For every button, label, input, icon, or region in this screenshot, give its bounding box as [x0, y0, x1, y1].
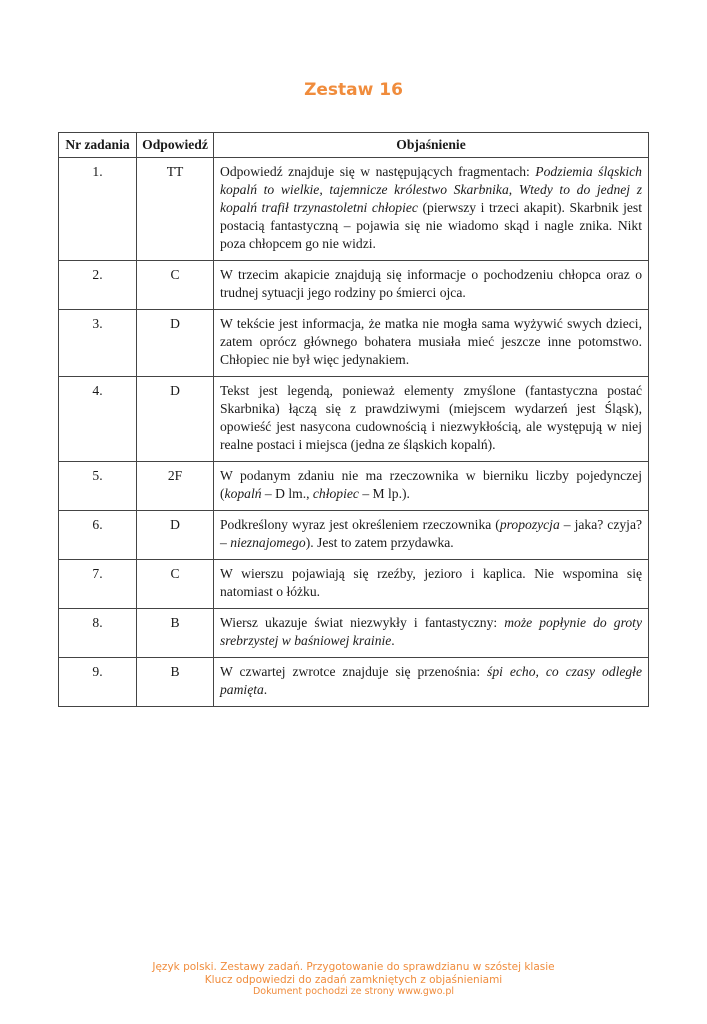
task-answer: 2F: [137, 462, 214, 511]
footer-subtitle: Klucz odpowiedzi do zadań zamkniętych z objaśnieniami: [204, 973, 503, 986]
table-row: [59, 310, 649, 377]
task-answer: D: [137, 310, 214, 377]
explanation-quote: może popłynie do groty srebrzystej w baśniowej krainie: [220, 615, 642, 648]
task-answer: B: [137, 658, 214, 707]
task-number: 5.: [59, 462, 137, 511]
explanation-text: W wierszu pojawiają się rzeźby, jezioro i kaplica. Nie wspomina się natomiast o łóżku.: [220, 566, 642, 599]
page-footer: [0, 961, 707, 999]
task-number: 1.: [59, 158, 137, 261]
explanation-text: ). Jest to zatem przydawka.: [305, 535, 454, 550]
task-explanation: [214, 462, 649, 511]
explanation-quote: chłopiec: [312, 486, 359, 501]
task-number: 4.: [59, 377, 137, 462]
task-explanation: [214, 377, 649, 462]
task-number: 7.: [59, 560, 137, 609]
explanation-text: Odpowiedź znajduje się w następujących fragmentach:: [220, 164, 536, 179]
explanation-text: (pierwszy i trzeci akapit). Skarbnik jest postacią fantastyczną – pojawia się nie wiadomo skąd i nagle znika. Nikt poza chłopcem go nie widzi.: [220, 200, 642, 251]
task-answer: TT: [137, 158, 214, 261]
explanation-text: Podkreślony wyraz jest określeniem rzeczownika (: [220, 517, 500, 532]
task-answer: D: [137, 377, 214, 462]
table-row: [59, 560, 649, 609]
explanation-text: .: [391, 633, 395, 648]
task-number: 2.: [59, 261, 137, 310]
table-row: [59, 462, 649, 511]
task-explanation: [214, 310, 649, 377]
task-number: 8.: [59, 609, 137, 658]
explanation-quote: propozycja: [499, 517, 560, 532]
page-title: Zestaw 16: [304, 80, 403, 100]
explanation-text: W trzecim akapicie znajdują się informacje o pochodzeniu chłopca oraz o trudnej sytuacji jego rodziny po śmierci ojca.: [220, 267, 642, 300]
task-number: 9.: [59, 658, 137, 707]
explanation-text: ,: [508, 182, 519, 197]
task-answer: C: [137, 261, 214, 310]
explanation-quote: Wtedy to do jednej z kopalń trafił trzynastoletni chłopiec: [220, 182, 643, 215]
explanation-quote: kopalń: [224, 486, 262, 501]
table-row: [59, 511, 649, 560]
explanation-text: Tekst jest legendą, ponieważ elementy zmyślone (fantastyczna postać Skarbnika) łączą się z prawdziwymi (miejscem wydarzeń jest Śląsk), opowieść jest nasycona cudownością i niezwykłością, ale występują w niej realne postaci i miejsca (jedna ze śląskich kopalń).: [220, 383, 642, 452]
footer-source: Dokument pochodzi ze strony www.gwo.pl: [252, 986, 455, 997]
table-row: [59, 658, 649, 707]
explanation-text: Wiersz ukazuje świat niezwykły i fantastyczny:: [220, 615, 505, 630]
table-row: [59, 158, 649, 261]
task-explanation: [214, 609, 649, 658]
explanation-text: W czwartej zwrotce znajduje się przenośnia:: [220, 664, 488, 679]
header-answer: Odpowiedź: [137, 133, 214, 158]
explanation-text: W tekście jest informacja, że matka nie mogła sama wyżywić swych dzieci, zatem oprócz głównego bohatera musiała mieć jeszcze inne potomstwo. Chłopiec nie był więc jedynakiem.: [220, 316, 642, 367]
task-explanation: [214, 560, 649, 609]
table-row: [59, 377, 649, 462]
task-explanation: [214, 261, 649, 310]
table-row: [59, 261, 649, 310]
footer-book-title: Język polski. Zestawy zadań. Przygotowanie do sprawdzianu w szóstej klasie: [152, 961, 555, 973]
explanation-quote: nieznajomego: [230, 535, 306, 550]
task-explanation: [214, 658, 649, 707]
task-number: 6.: [59, 511, 137, 560]
answers-table: [58, 132, 649, 707]
explanation-quote: Podziemia śląskich kopalń to wielkie, tajemnicze królestwo Skarbnika: [220, 164, 642, 197]
explanation-quote: śpi echo, co czasy odległe pamięta: [220, 664, 642, 697]
task-answer: B: [137, 609, 214, 658]
explanation-text: – D lm.,: [261, 486, 313, 501]
explanation-text: W podanym zdaniu nie ma rzeczownika w bierniku liczby pojedynczej (: [220, 468, 642, 501]
task-answer: C: [137, 560, 214, 609]
explanation-text: .: [263, 682, 268, 697]
task-explanation: [214, 511, 649, 560]
table-header-row: [59, 133, 649, 158]
explanation-text: – jaka? czyja? –: [220, 517, 643, 550]
header-explanation: Objaśnienie: [214, 133, 649, 158]
explanation-text: – M lp.).: [358, 486, 410, 501]
task-answer: D: [137, 511, 214, 560]
table-row: [59, 609, 649, 658]
task-explanation: [214, 158, 649, 261]
task-number: 3.: [59, 310, 137, 377]
header-task-number: Nr zadania: [59, 133, 137, 158]
